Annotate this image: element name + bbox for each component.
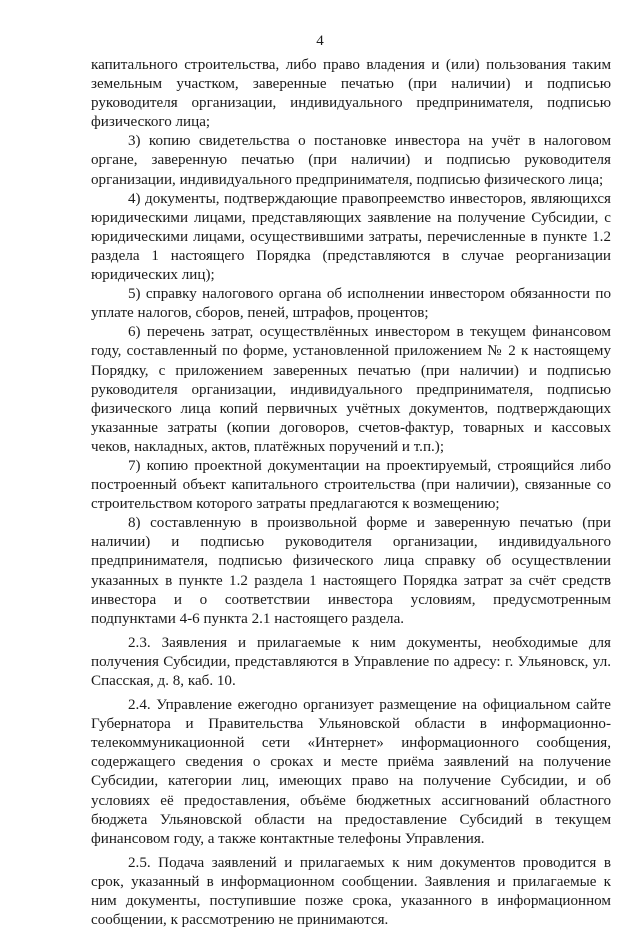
paragraph-item-4: 4) документы, подтверждающие правопреемство инвесторов, являющихся юридическими лицами, представляющих заявление на получение Субсидии, с юридическими лицами, осуществившими затраты, перечисленные в пункте 1.2 раздела 1 настоящего Порядка (представляются в случае реорганизации юридических лиц);: [91, 190, 611, 284]
document-body: [91, 56, 611, 930]
paragraph-2-4: 2.4. Управление ежегодно организует размещение на официальном сайте Губернатора и Правительства Ульяновской области в информационно-телекоммуникационной сети «Интернет» информационного сообщения, содержащего сведения о сроках и месте приёма заявлений на получение Субсидии, категории лиц, имеющих право на получение Субсидии, и об условиях её предоставления, объёме бюджетных ассигнований областного бюджета Ульяновской области на предоставление Субсидий в текущем финансовом году, а также контактные телефоны Управления.: [91, 697, 611, 847]
page-number: 4: [316, 33, 324, 49]
paragraph-item-6: 6) перечень затрат, осуществлённых инвестором в текущем финансовом году, составленный по форме, установленной приложением № 2 к настоящему Порядку, с приложением заверенных печатью (при наличии) и подписью руководителя организации, индивидуального предпринимателя, подписью физического лица копий первичных учётных документов, подтверждающих указанные затраты (копии договоров, счетов-фактур, товарных и кассовых чеков, накладных, актов, платёжных поручений и т.п.);: [91, 324, 611, 455]
paragraph-item-7: 7) копию проектной документации на проектируемый, строящийся либо построенный объект капитального строительства (при наличии), связанные со строительством которого затраты предлагаются к возмещению;: [91, 457, 611, 513]
paragraph-item-8: 8) составленную в произвольной форме и заверенную печатью (при наличии) и подписью руководителя организации, индивидуального предпринимателя, подписью физического лица справку об осуществлении указанных в пункте 1.2 раздела 1 настоящего Порядка затрат за счёт средств инвестора и о соответствии инвестора условиям, предусмотренным подпунктами 4-6 пункта 2.1 настоящего раздела.: [91, 515, 611, 627]
paragraph-2-5: 2.5. Подача заявлений и прилагаемых к ним документов проводится в срок, указанный в информационном сообщении. Заявления и прилагаемые к ним документы, поступившие позже срока, указанного в информационном сообщении, к рассмотрению не принимаются.: [91, 854, 611, 929]
paragraph-2-3: 2.3. Заявления и прилагаемые к ним документы, необходимые для получения Субсидии, представляются в Управление по адресу: г. Ульяновск, ул. Спасская, д. 8, каб. 10.: [91, 634, 611, 689]
paragraph-item-3: 3) копию свидетельства о постановке инвестора на учёт в налоговом органе, заверенную печатью (при наличии) и подписью руководителя организации, индивидуального предпринимателя, подписью физического лица;: [91, 133, 611, 188]
paragraph-continuation: капитального строительства, либо право владения и (или) пользования таким земельным участком, заверенные печатью (при наличии) и подписью руководителя организации, индивидуального предпринимателя, подписью физического лица;: [91, 57, 611, 131]
paragraph-item-5: 5) справку налогового органа об исполнении инвестором обязанности по уплате налогов, сборов, пеней, штрафов, процентов;: [91, 286, 611, 322]
